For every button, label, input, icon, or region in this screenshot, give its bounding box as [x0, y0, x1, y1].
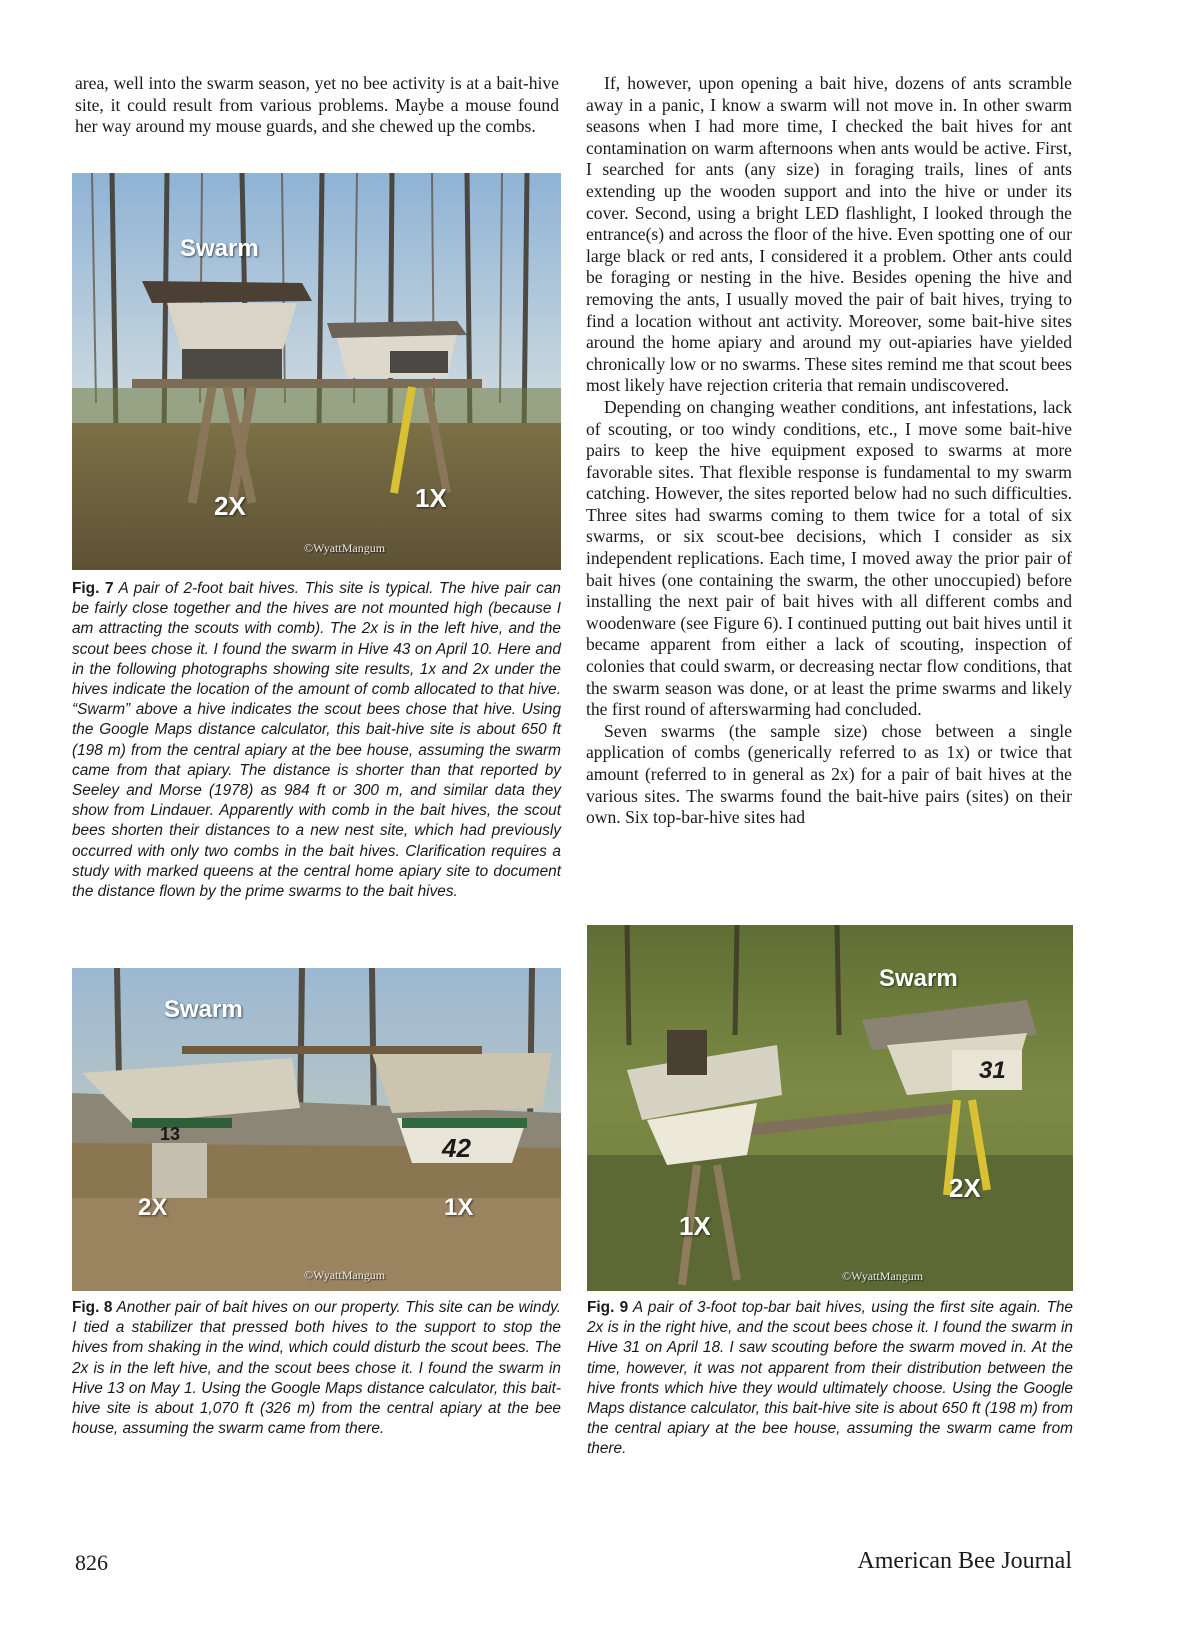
- fig8-swarm-label: Swarm: [164, 996, 243, 1023]
- fig8-hive-13-number: 13: [160, 1124, 181, 1144]
- journal-name: American Bee Journal: [857, 1548, 1072, 1574]
- fig7-image: [72, 173, 561, 570]
- fig9-caption-text: A pair of 3-foot top-bar bait hives, using the first site again. The 2x is in the right hive, and the scout bees chose it. I found the swarm in Hive 31 on April 18. I saw scouting before the swarm moved in. At the time, however, it was not apparent from their distribution between the hive fronts which hive they would ultimately choose. Using the Google Maps distance calculator, this bait-hive site is about 650 ft (198 m) from the central apiary at the bee house, assuming the swarm came from there.: [587, 1299, 1073, 1458]
- fig7-photo: [72, 173, 561, 570]
- fig8-caption-text: Another pair of bait hives on our property. This site can be windy. I tied a stabilizer that pressed both hives to the support to stop the hives from shaking in the wind, which could disturb the scout bees. The 2x is in the left hive, and the scout bees chose it. I found the swarm in Hive 13 on May 1. Using the Google Maps distance calculator, this bait-hive site is about 1,070 ft (326 m) from the central apiary at the bee house, assuming the swarm came from there.: [72, 1299, 561, 1438]
- fig8-photo-credit: ©WyattMangum: [304, 1268, 386, 1282]
- fig9-photo: [587, 925, 1073, 1291]
- fig9-1x-label: 1X: [679, 1211, 711, 1241]
- fig9-caption-label: Fig. 9: [587, 1299, 629, 1316]
- fig7-2x-label: 2X: [214, 491, 246, 521]
- right-column-text: [586, 73, 1072, 829]
- left-column-text: [75, 73, 559, 138]
- fig8-1x-label: 1X: [444, 1194, 474, 1221]
- page-number: 826: [75, 1550, 108, 1575]
- fig8-caption-label: Fig. 8: [72, 1299, 113, 1316]
- fig9-hive-31-number: 31: [979, 1057, 1006, 1084]
- fig9-swarm-label: Swarm: [879, 965, 958, 992]
- fig9-photo-credit: ©WyattMangum: [842, 1269, 924, 1283]
- paragraph: Depending on changing weather conditions, ant infestations, lack of scouting, or too windy conditions, etc., I move some bait-hive pairs to keep the hive equipment exposed to swarms at more favorable sites. That flexible response is fundamental to my swarm catching. However, the sites reported below had no such difficulties. Three sites had swarms coming to them twice for a total of six swarms, or six scout-bee decisions, which I consider as six independent replications. Each time, I moved away the prior pair of bait hives (one containing the swarm, the other unoccupied) before installing the next pair of bait hives with all different combs and woodenware (see Figure 6). I continued putting out bait hives until it became apparent from either a lack of scouting, inspection of colonies that could swarm, or decreasing nectar flow conditions, that the swarm season was done, or at least the prime swarms and likely the first round of afterswarming had concluded.: [586, 396, 1072, 720]
- paragraph: area, well into the swarm season, yet no bee activity is at a bait-hive site, it could result from various problems. Maybe a mouse found her way around my mouse guards, and she chewed up the combs.: [75, 73, 559, 137]
- fig7-swarm-label: Swarm: [180, 235, 259, 262]
- paragraph: Seven swarms (the sample size) chose between a single application of combs (generically referred to as 1x) or twice that amount (referred to in general as 2x) for a pair of bait hives at the various sites. The swarms found the bait-hive pairs (sites) on their own. Six top-bar-hive sites had: [586, 720, 1072, 828]
- fig7-caption-text: A pair of 2-foot bait hives. This site is typical. The hive pair can be fairly close together and the hives are not mounted high (because I am attracting the scouts with comb). The 2x is in the left hive, and the scout bees chose it. I found the swarm in Hive 43 on April 10. Here and in the following photographs showing site results, 1x and 2x under the hives indicate the location of the amount of comb allocated to that hive. “Swarm” above a hive indicates the scout bees chose that hive. Using the Google Maps distance calculator, this bait-hive site is about 650 ft (198 m) from the central apiary at the bee house, assuming the swarm came from that apiary. The distance is shorter than that reported by Seeley and Morse (1978) as 984 ft or 300 m, and similar data they show from Lindauer. Apparently with comb in the bait hives, the scout bees shorten their distances to a new nest site, which had previously occurred with only two combs in the bait hives. Clarification requires a study with marked queens at the central home apiary site to document the distance flown by the prime swarms to the bait hives.: [72, 580, 561, 901]
- fig7-caption-label: Fig. 7: [72, 580, 114, 597]
- fig8-2x-label: 2X: [138, 1194, 168, 1221]
- fig9-image: [587, 925, 1073, 1291]
- fig7-1x-label: 1X: [415, 483, 447, 513]
- paragraph: If, however, upon opening a bait hive, dozens of ants scramble away in a panic, I know a swarm will not move in. In other swarm seasons when I had more time, I checked the bait hives for ant contamination on warm afternoons when ants would be active. First, I searched for ants (any size) in foraging trails, lines of ants extending up the wooden support and into the hive or under its cover. Second, using a bright LED flashlight, I looked through the entrance(s) and across the floor of the hive. Even spotting one of our large black or red ants, I considered it a problem. Other ants could be foraging or nesting in the hive. Besides opening the hive and removing the ants, I usually moved the pair of bait hives, trying to find a location without ant activity. Moreover, some bait-hive sites around the home apiary and around my out-apiaries have yielded chronically low or no swarms. These sites remind me that scout bees most likely have rejection criteria that remain undiscovered.: [586, 73, 1072, 396]
- fig8-photo: [72, 968, 561, 1291]
- fig7-caption: [72, 579, 561, 902]
- fig8-caption: [72, 1298, 561, 1439]
- fig8-image: [72, 968, 561, 1291]
- fig7-photo-credit: ©WyattMangum: [304, 541, 386, 555]
- fig8-hive-42-number: 42: [442, 1133, 471, 1163]
- fig9-2x-label: 2X: [949, 1173, 981, 1203]
- fig9-caption: [587, 1298, 1073, 1460]
